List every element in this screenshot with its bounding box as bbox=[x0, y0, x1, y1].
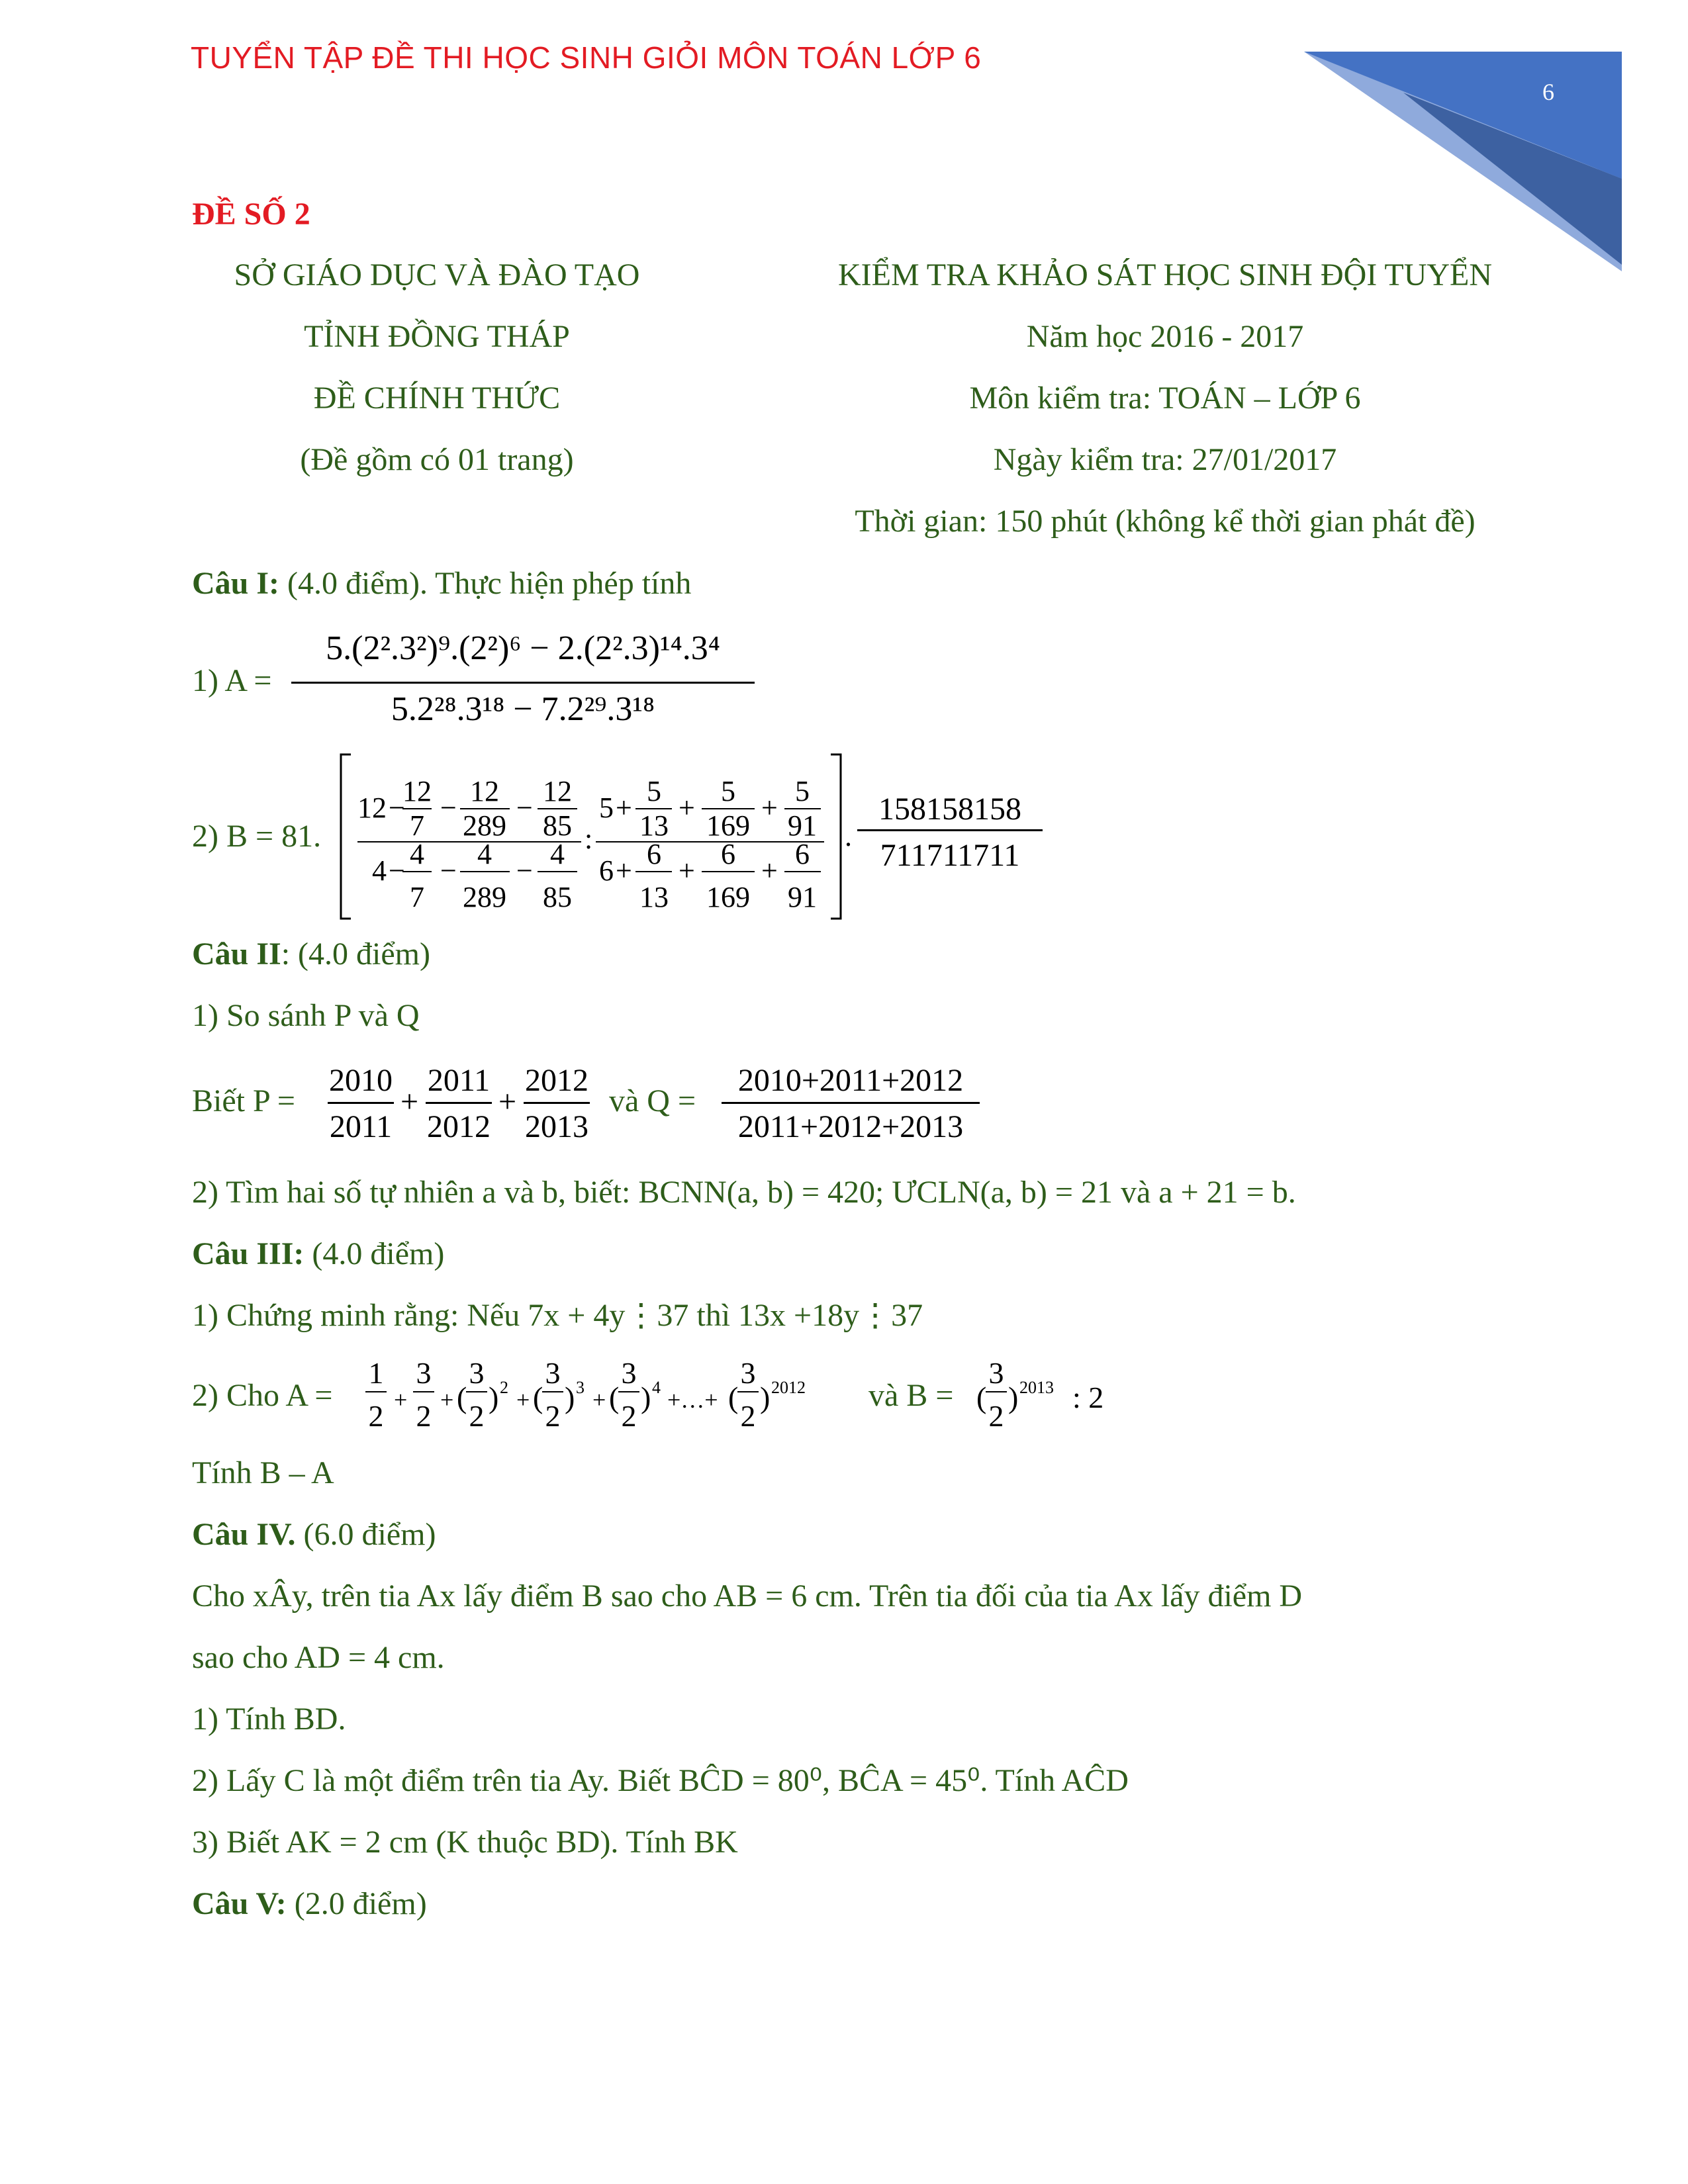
svg-text:3: 3 bbox=[576, 1378, 585, 1397]
svg-text:169: 169 bbox=[706, 809, 750, 842]
question-4-points: (6.0 điểm) bbox=[295, 1517, 436, 1552]
school-year: Năm học 2016 - 2017 bbox=[1026, 319, 1304, 354]
svg-text:7: 7 bbox=[410, 881, 424, 913]
q4-item-3: 3) Biết AK = 2 cm (K thuộc BD). Tính BK bbox=[192, 1825, 738, 1860]
a-fraction-bar bbox=[291, 682, 755, 684]
svg-text:+: + bbox=[616, 792, 632, 824]
p-frac-3-den: 2013 bbox=[525, 1109, 588, 1144]
svg-text:−: − bbox=[389, 854, 405, 887]
a-denominator: 5.2²⁸.3¹⁸ − 7.2²⁹.3¹⁸ bbox=[391, 690, 655, 728]
svg-text:13: 13 bbox=[639, 881, 669, 913]
svg-text:6: 6 bbox=[647, 838, 661, 870]
b-label: 2) B = 81. bbox=[192, 819, 322, 854]
svg-text:): ) bbox=[641, 1381, 651, 1414]
b-series-expression bbox=[973, 1353, 1125, 1443]
p-frac-2-num: 2011 bbox=[427, 1063, 491, 1098]
question-2-heading bbox=[192, 938, 430, 970]
q4-text-2: sao cho AD = 4 cm. bbox=[192, 1640, 445, 1675]
svg-text:+…+: +…+ bbox=[667, 1387, 718, 1413]
question-3-heading bbox=[192, 1238, 444, 1270]
q-fraction-bar bbox=[722, 1102, 980, 1104]
svg-text:): ) bbox=[1008, 1381, 1019, 1414]
b-ratio-numerator: 158158158 bbox=[878, 792, 1021, 827]
p-frac-2-bar bbox=[426, 1102, 492, 1104]
svg-text:5: 5 bbox=[795, 775, 810, 807]
svg-text:): ) bbox=[489, 1381, 499, 1414]
svg-text:): ) bbox=[760, 1381, 771, 1414]
q3-item-1: 1) Chứng minh rằng: Nếu 7x + 4y⋮37 thì 13x +18y⋮37 bbox=[192, 1298, 923, 1333]
svg-text:3: 3 bbox=[469, 1356, 485, 1390]
p-frac-1-num: 2010 bbox=[329, 1063, 393, 1098]
svg-text:+: + bbox=[616, 854, 632, 887]
svg-text:+: + bbox=[440, 1387, 454, 1413]
svg-text:289: 289 bbox=[463, 881, 506, 913]
svg-text:−: − bbox=[440, 792, 457, 824]
svg-text:2: 2 bbox=[988, 1399, 1004, 1433]
svg-text:12: 12 bbox=[357, 792, 387, 824]
svg-text:(: ( bbox=[976, 1381, 987, 1414]
page-number: 6 bbox=[1542, 79, 1554, 105]
a-label: 1) A = bbox=[192, 663, 272, 698]
q4-text-1: Cho xÂy, trên tia Ax lấy điểm B sao cho AB = 6 cm. Trên tia đối của tia Ax lấy điểm D bbox=[192, 1578, 1303, 1614]
svg-text:5: 5 bbox=[721, 775, 735, 807]
q3-item-3: Tính B – A bbox=[192, 1455, 334, 1490]
svg-text:(: ( bbox=[457, 1381, 467, 1414]
svg-text:2: 2 bbox=[368, 1399, 384, 1433]
a-series-expression bbox=[357, 1353, 867, 1443]
svg-text:6: 6 bbox=[599, 854, 614, 887]
department-name: SỞ GIÁO DỤC VÀ ĐÀO TẠO bbox=[234, 257, 640, 293]
question-1-label: Câu I: bbox=[192, 566, 280, 601]
svg-text:12: 12 bbox=[543, 775, 572, 807]
page-count-note: (Đề gồm có 01 trang) bbox=[300, 442, 574, 477]
svg-text:(: ( bbox=[728, 1381, 739, 1414]
p-frac-2-den: 2012 bbox=[427, 1109, 491, 1144]
q-label: và Q = bbox=[609, 1083, 696, 1118]
svg-text:1: 1 bbox=[368, 1356, 384, 1390]
plus-icon: + bbox=[400, 1084, 419, 1119]
svg-text:3: 3 bbox=[416, 1356, 432, 1390]
svg-text:+: + bbox=[394, 1387, 408, 1413]
q4-item-1: 1) Tính BD. bbox=[192, 1702, 346, 1737]
svg-text:6: 6 bbox=[721, 838, 735, 870]
svg-text:−: − bbox=[389, 792, 405, 824]
b-series-label: và B = bbox=[868, 1378, 954, 1413]
plus-icon: + bbox=[498, 1084, 517, 1119]
svg-text:+: + bbox=[516, 1387, 530, 1413]
svg-text:7: 7 bbox=[410, 809, 424, 842]
p-frac-1-den: 2011 bbox=[329, 1109, 393, 1144]
svg-text:85: 85 bbox=[543, 881, 572, 913]
exam-name: KIỂM TRA KHẢO SÁT HỌC SINH ĐỘI TUYỂN bbox=[837, 257, 1493, 293]
svg-text:−: − bbox=[440, 854, 457, 887]
question-5-label: Câu V: bbox=[192, 1886, 287, 1921]
p-frac-3-bar bbox=[524, 1102, 590, 1104]
svg-text:: 2: : 2 bbox=[1072, 1381, 1104, 1414]
svg-text:+: + bbox=[761, 792, 778, 824]
svg-text:2013: 2013 bbox=[1019, 1378, 1054, 1397]
svg-text:5: 5 bbox=[647, 775, 661, 807]
left-bracket-icon bbox=[341, 754, 351, 919]
svg-text:+: + bbox=[679, 792, 695, 824]
q2-item-2: 2) Tìm hai số tự nhiên a và b, biết: BCNN(a, b) = 420; ƯCLN(a, b) = 21 và a + 21 = b. bbox=[192, 1175, 1296, 1210]
svg-text:.: . bbox=[845, 820, 852, 852]
svg-text:85: 85 bbox=[543, 809, 572, 842]
svg-text:): ) bbox=[565, 1381, 575, 1414]
svg-text:2: 2 bbox=[500, 1378, 508, 1397]
svg-text:−: − bbox=[516, 854, 533, 887]
svg-text:91: 91 bbox=[788, 809, 817, 842]
question-2-label: Câu II bbox=[192, 936, 281, 972]
svg-text:5: 5 bbox=[599, 792, 614, 824]
svg-text:169: 169 bbox=[706, 881, 750, 913]
question-5-points: (2.0 điểm) bbox=[286, 1886, 427, 1921]
corner-decoration bbox=[1297, 46, 1688, 278]
svg-text:2: 2 bbox=[740, 1399, 756, 1433]
province-name: TỈNH ĐỒNG THÁP bbox=[304, 319, 570, 354]
p-frac-1-bar bbox=[328, 1102, 394, 1104]
svg-text::: : bbox=[585, 823, 593, 855]
question-3-label: Câu III: bbox=[192, 1236, 305, 1271]
question-4-label: Câu IV. bbox=[192, 1517, 296, 1552]
q-numerator: 2010+2011+2012 bbox=[737, 1063, 964, 1098]
svg-text:4: 4 bbox=[550, 838, 565, 870]
document-title: TUYỂN TẬP ĐỀ THI HỌC SINH GIỎI MÔN TOÁN LỚP 6 bbox=[191, 40, 982, 75]
p-frac-3-num: 2012 bbox=[525, 1063, 588, 1098]
svg-text:+: + bbox=[592, 1387, 606, 1413]
exam-date: Ngày kiểm tra: 27/01/2017 bbox=[993, 442, 1337, 477]
a-numerator: 5.(2².3²)⁹.(2²)⁶ − 2.(2².3)¹⁴.3⁴ bbox=[326, 629, 720, 667]
question-5-heading bbox=[192, 1888, 427, 1920]
b-ratio-denominator: 711711711 bbox=[880, 838, 1020, 873]
svg-text:+: + bbox=[679, 854, 695, 887]
svg-text:2: 2 bbox=[469, 1399, 485, 1433]
p-expression bbox=[324, 1062, 602, 1148]
official-label: ĐỀ CHÍNH THỨC bbox=[313, 381, 561, 416]
p-label: Biết P = bbox=[192, 1083, 295, 1118]
svg-text:4: 4 bbox=[477, 838, 492, 870]
svg-text:289: 289 bbox=[463, 809, 506, 842]
q4-item-2: 2) Lấy C là một điểm trên tia Ay. Biết BĈD = 80⁰, BĈA = 45⁰. Tính AĈD bbox=[192, 1763, 1129, 1798]
q2-item-1: 1) So sánh P và Q bbox=[192, 998, 420, 1033]
q-denominator: 2011+2012+2013 bbox=[737, 1109, 964, 1144]
svg-text:(: ( bbox=[533, 1381, 543, 1414]
exam-number: ĐỀ SỐ 2 bbox=[192, 197, 310, 232]
svg-text:−: − bbox=[516, 792, 533, 824]
svg-text:2: 2 bbox=[416, 1399, 432, 1433]
svg-text:4: 4 bbox=[652, 1378, 661, 1397]
q3-item-2-label: 2) Cho A = bbox=[192, 1378, 333, 1413]
question-2-points: : (4.0 điểm) bbox=[281, 936, 430, 972]
svg-text:3: 3 bbox=[740, 1356, 756, 1390]
svg-text:6: 6 bbox=[795, 838, 810, 870]
svg-text:3: 3 bbox=[988, 1356, 1004, 1390]
svg-text:2: 2 bbox=[545, 1399, 561, 1433]
svg-text:12: 12 bbox=[470, 775, 499, 807]
question-3-points: (4.0 điểm) bbox=[304, 1236, 445, 1271]
svg-text:3: 3 bbox=[621, 1356, 637, 1390]
svg-text:2: 2 bbox=[621, 1399, 637, 1433]
b-ratio-bar bbox=[857, 829, 1043, 831]
subject: Môn kiểm tra: TOÁN – LỚP 6 bbox=[969, 381, 1361, 416]
svg-text:4: 4 bbox=[372, 854, 387, 887]
svg-text:4: 4 bbox=[410, 838, 424, 870]
svg-text:91: 91 bbox=[788, 881, 817, 913]
svg-text:+: + bbox=[761, 854, 778, 887]
svg-text:12: 12 bbox=[402, 775, 432, 807]
question-4-heading bbox=[192, 1519, 436, 1551]
svg-text:13: 13 bbox=[639, 809, 669, 842]
question-1-points: (4.0 điểm). Thực hiện phép tính bbox=[279, 566, 692, 601]
exam-duration: Thời gian: 150 phút (không kể thời gian phát đề) bbox=[855, 504, 1476, 539]
right-bracket-icon bbox=[831, 754, 841, 919]
question-1-heading bbox=[192, 568, 691, 600]
svg-text:2012: 2012 bbox=[771, 1378, 806, 1397]
svg-text:3: 3 bbox=[545, 1356, 561, 1390]
svg-text:(: ( bbox=[609, 1381, 620, 1414]
